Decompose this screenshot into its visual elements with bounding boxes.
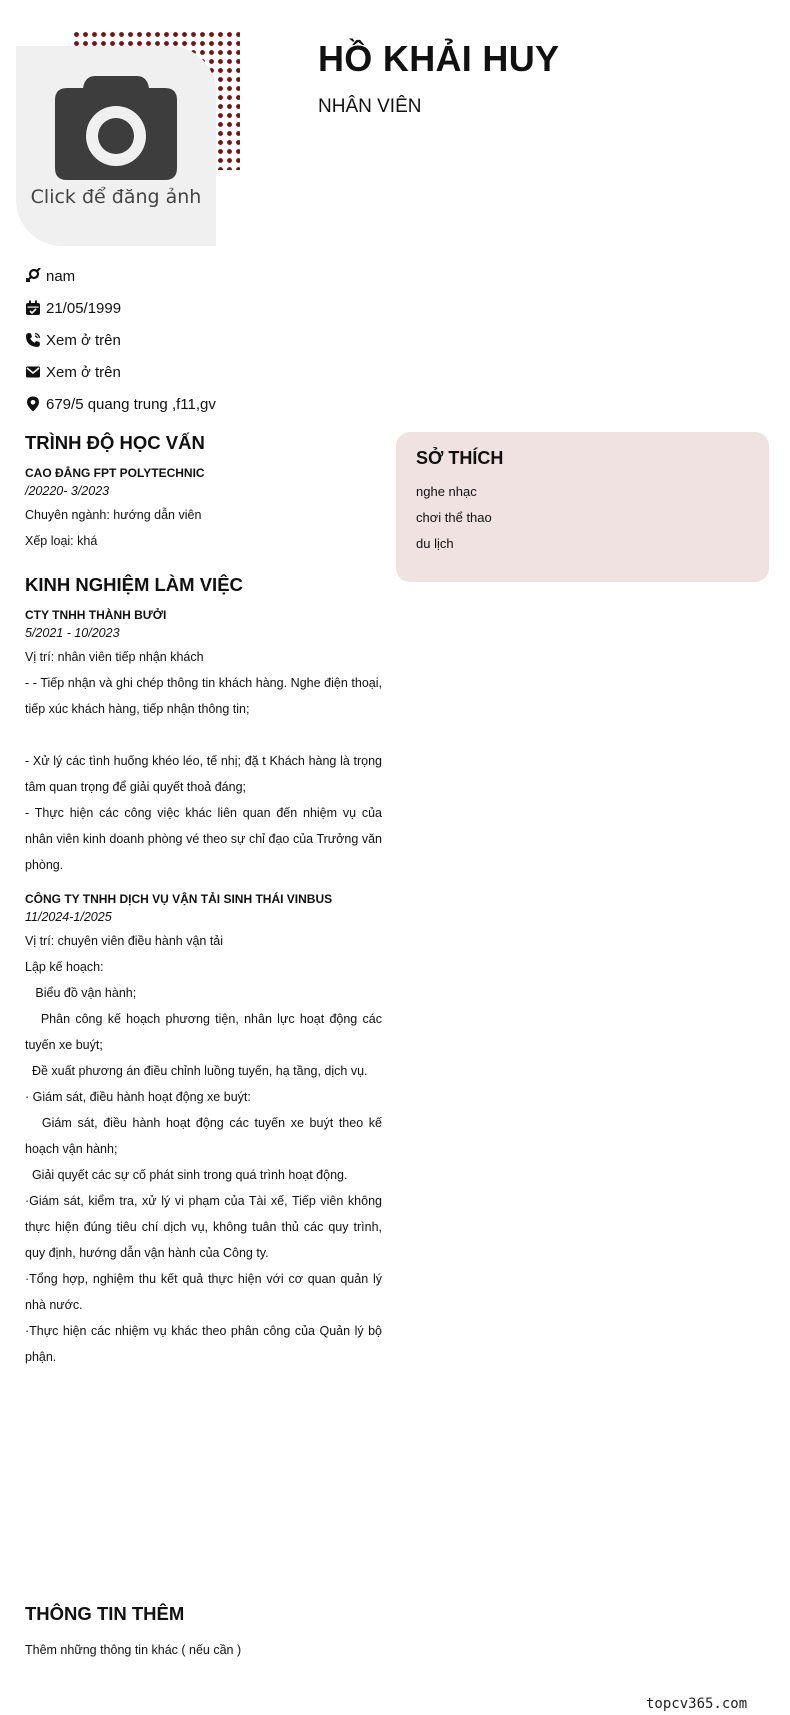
job-period: 11/2024-1/2025: [25, 910, 112, 924]
job-description-line: ·Thực hiện các nhiệm vụ khác theo phân công của Quản lý bộ phận.: [25, 1324, 382, 1364]
location-pin-icon: [25, 396, 41, 412]
hobby-item: chơi thể thao: [416, 510, 492, 525]
gender-value: nam: [46, 267, 76, 285]
candidate-role: NHÂN VIÊN: [318, 96, 422, 117]
job-period: 5/2021 - 10/2023: [25, 626, 120, 640]
phone-value: Xem ở trên: [46, 331, 121, 349]
candidate-name: HỒ KHẢI HUY: [318, 38, 560, 79]
job-entry: [25, 892, 382, 1370]
experience-section: [25, 574, 382, 1370]
hobbies-title: SỞ THÍCH: [416, 448, 504, 468]
job-description: [25, 954, 382, 1370]
job-description: [25, 670, 382, 878]
education-section: [25, 432, 382, 554]
education-title: TRÌNH ĐỘ HỌC VẤN: [25, 432, 205, 453]
job-position: Vị trí: chuyên viên điều hành vận tải: [25, 934, 224, 948]
extra-info-section: [25, 1603, 425, 1663]
education-major: Chuyên ngành: hướng dẫn viên: [25, 508, 202, 522]
camera-icon: [55, 76, 177, 180]
gender-icon: [25, 268, 41, 284]
job-entry: [25, 608, 382, 878]
job-description-line: Giám sát, điều hành hoạt động các tuyến xe buýt theo kế hoạch vận hành;: [25, 1116, 382, 1156]
contact-gender: [25, 260, 216, 292]
email-value: Xem ở trên: [46, 363, 121, 381]
watermark: topcv365.com: [646, 1696, 748, 1712]
job-description-line: Giải quyết các sự cố phát sinh trong quá trình hoạt động.: [25, 1168, 348, 1182]
job-description-line: - Thực hiện các công việc khác liên quan đến nhiệm vụ của nhân viên kinh doanh phòng vé theo sự chỉ đạo của Trưởng văn phòng.: [25, 806, 382, 872]
contact-email: [25, 356, 216, 388]
hobbies-section: [396, 432, 769, 582]
contact-birthday: [25, 292, 216, 324]
education-grade: Xếp loại: khá: [25, 534, 98, 548]
main-column: [25, 432, 382, 1370]
job-description-line: [25, 722, 382, 748]
calendar-icon: [25, 300, 41, 316]
contact-address: [25, 388, 216, 420]
photo-upload[interactable]: [16, 46, 216, 246]
contact-phone: [25, 324, 216, 356]
email-icon: [25, 364, 41, 380]
job-description-line: ·Tổng hợp, nghiệm thu kết quả thực hiện với cơ quan quản lý nhà nước.: [25, 1272, 382, 1312]
hobby-item: nghe nhạc: [416, 484, 477, 499]
job-description-line: Biểu đồ vận hành;: [25, 986, 137, 1000]
birthday-value: 21/05/1999: [46, 299, 122, 317]
job-company: CTY TNHH THÀNH BƯỞI: [25, 608, 167, 622]
address-value: 679/5 quang trung ,f11,gv: [46, 395, 216, 413]
job-description-line: Lập kế hoạch:: [25, 960, 104, 974]
phone-icon: [25, 332, 41, 348]
education-period: /20220- 3/2023: [25, 484, 110, 498]
job-description-line: - Xử lý các tình huống khéo léo, tế nhị; đặ t Khách hàng là trọng tâm quan trọng để giải quyết thoả đáng;: [25, 754, 382, 794]
job-company: CÔNG TY TNHH DỊCH VỤ VẬN TẢI SINH THÁI VINBUS: [25, 892, 333, 906]
job-description-line: · Giám sát, điều hành hoạt động xe buýt:: [25, 1090, 251, 1104]
job-description-line: Đề xuất phương án điều chỉnh luồng tuyến, hạ tầng, dịch vụ.: [25, 1064, 368, 1078]
extra-info-text: Thêm những thông tin khác ( nếu cần ): [25, 1643, 242, 1657]
extra-info-title: THÔNG TIN THÊM: [25, 1603, 185, 1624]
hobby-item: du lịch: [416, 536, 454, 551]
job-description-line: ·Giám sát, kiểm tra, xử lý vi phạm của Tài xế, Tiếp viên không thực hiện đúng tiêu chí dịch vụ, không tuân thủ các quy trình, quy định, hướng dẫn vận hành của Công ty.: [25, 1194, 382, 1260]
job-position: Vị trí: nhân viên tiếp nhận khách: [25, 650, 204, 664]
job-description-line: - - Tiếp nhận và ghi chép thông tin khách hàng. Nghe điện thoại, tiếp xúc khách hàng, tiếp nhận thông tin;: [25, 676, 382, 716]
job-description-line: Phân công kế hoạch phương tiện, nhân lực hoạt động các tuyến xe buýt;: [25, 1012, 382, 1052]
education-school: CAO ĐẲNG FPT POLYTECHNIC: [25, 466, 205, 480]
photo-upload-label: Click để đăng ảnh: [30, 186, 202, 208]
experience-title: KINH NGHIỆM LÀM VIỆC: [25, 574, 243, 595]
contact-info: [25, 260, 216, 420]
